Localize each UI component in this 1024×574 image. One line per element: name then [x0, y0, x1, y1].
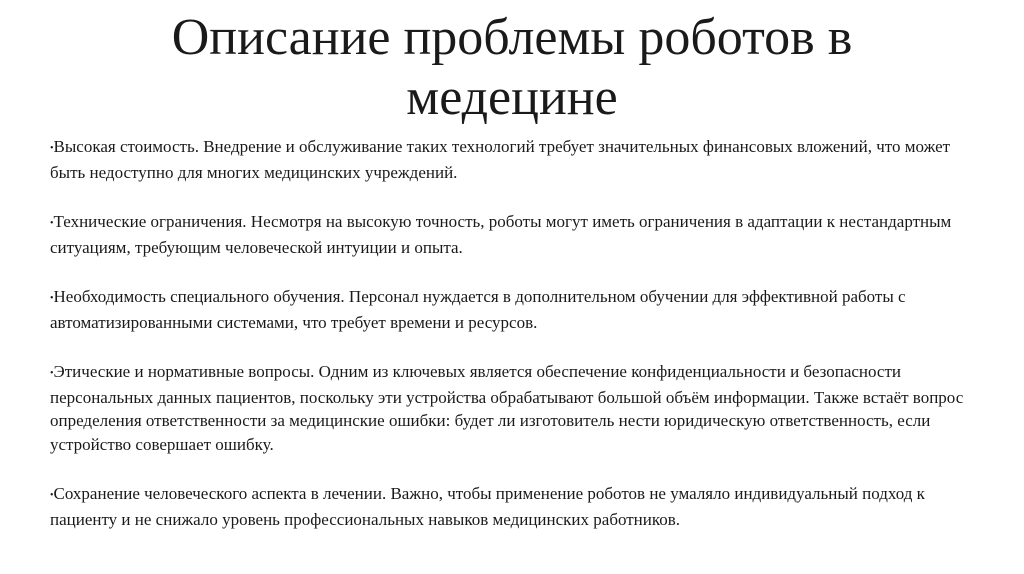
bullet-text: Высокая стоимость. Внедрение и обслуживание таких технологий требует значительных финансовых вложений, что может быть недоступно для многих медицинских учреждений. [50, 137, 951, 182]
bullet-text: Этические и нормативные вопросы. Одним из ключевых является обеспечение конфиденциальности и безопасности персональных данных пациентов, поскольку эти устройства обрабатывают большой объём информации. Также встаёт вопрос определения ответственности за медицинские ошибки: будет ли изготовитель нести юридическую ответственность, если устройство совершает ошибку. [50, 362, 964, 454]
bullet-item [50, 360, 985, 456]
bullet-text: Технические ограничения. Несмотря на высокую точность, роботы могут иметь ограничения в адаптации к нестандартным ситуациям, требующим человеческой интуиции и опыта. [50, 212, 952, 257]
bullet-text: Необходимость специального обучения. Персонал нуждается в дополнительном обучении для эффективной работы с автоматизированными системами, что требует времени и ресурсов. [50, 287, 906, 332]
bullet-item [50, 135, 985, 184]
bullet-item [50, 482, 985, 531]
bullet-list [50, 135, 985, 557]
bullet-marker-icon: • [50, 368, 54, 379]
bullet-marker-icon: • [50, 490, 54, 501]
bullet-item [50, 285, 985, 334]
bullet-text: Сохранение человеческого аспекта в лечении. Важно, чтобы применение роботов не умаляло индивидуальный подход к пациенту и не снижало уровень профессиональных навыков медицинских работников. [50, 484, 925, 529]
slide-title: Описание проблемы роботов в медецине [171, 9, 853, 126]
bullet-marker-icon: • [50, 293, 54, 304]
bullet-marker-icon: • [50, 218, 54, 229]
bullet-marker-icon: • [50, 143, 54, 154]
bullet-item [50, 210, 985, 259]
